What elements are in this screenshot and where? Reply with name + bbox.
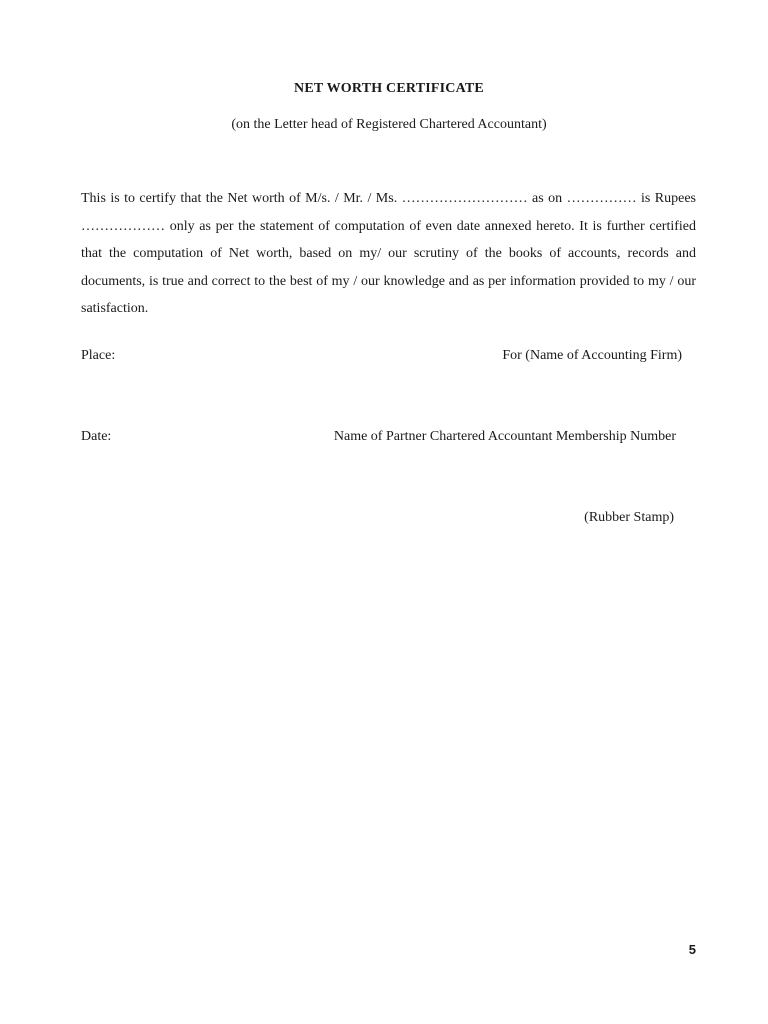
place-label: Place: <box>81 348 116 363</box>
certificate-body: This is to certify that the Net worth of M/s. / Mr. / Ms. ……………………… as on …………… is Rupees ……………… only as per the statement of computation of even date annexed hereto. It is further certified that the computation of Net worth, based on my/ our scrutiny of the books of accounts, records and documents, is true and correct to the best of my / our knowledge and as per information provided to my / our satisfaction. <box>81 191 696 316</box>
page-number: 5 <box>688 942 696 957</box>
certificate-title: NET WORTH CERTIFICATE <box>294 81 484 96</box>
rubber-stamp-label: (Rubber Stamp) <box>584 510 674 525</box>
accounting-firm-label: For (Name of Accounting Firm) <box>502 348 682 363</box>
certificate-subtitle: (on the Letter head of Registered Chartered Accountant) <box>231 117 547 132</box>
partner-membership-label: Name of Partner Chartered Accountant Membership Number <box>333 429 676 444</box>
date-label: Date: <box>81 429 112 444</box>
